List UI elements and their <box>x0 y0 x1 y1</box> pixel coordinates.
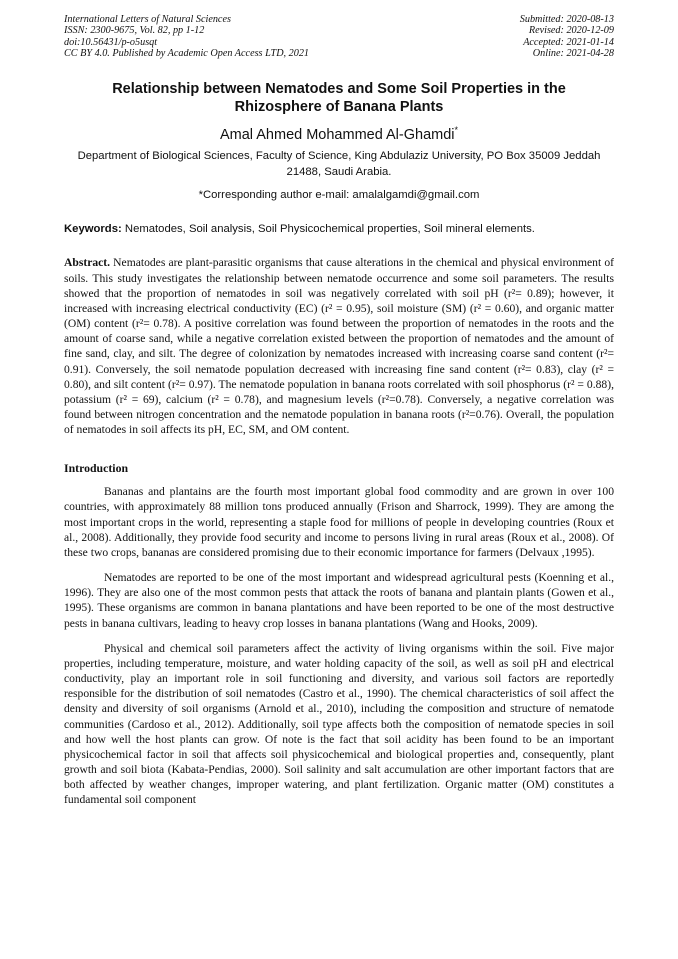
submitted-date: Submitted: 2020-08-13 <box>519 14 614 25</box>
issn-volume: ISSN: 2300-9675, Vol. 82, pp 1-12 <box>64 25 205 37</box>
author-name: Amal Ahmed Mohammed Al-Ghamdi <box>219 126 455 143</box>
license: CC BY 4.0. Published by Academic Open Access LTD, 2021 <box>64 48 310 60</box>
abstract <box>64 255 614 437</box>
abstract-text: Nematodes are plant-parasitic organisms that cause alterations in the chemical and physical environment of soils. This study investigates the relationship between nematode occurrence and some soil parameters. The results showed that the proportion of nematodes in soil was negatively correlated with soil pH (r²= 0.89); however, it increased with increasing electrical conductivity (EC) (r² = 0.95), soil moisture (SM) (r² = 0.60), and organic matter (OM) content (r²= 0.78). A positive correlation was found between the proportion of nematodes in the roots and the amount of coarse sand, while a negative correlation existed between the proportion of nematodes and the amount of fine sand, clay, and silt. The degree of colonization by nematodes increased with increasing coarse sand content (r²= 0.91). Conversely, the soil nematode population decreased with increasing fine sand content (r²= 0.83), clay (r² = 0.80), and silt content (r²= 0.97). The nematode population in banana roots correlated with soil phosphorus (r² = 0.88), potassium (r² = 69), calcium (r² = 0.78), and magnesium levels (r²=0.78). Conversely, a negative correlation was found between nitrogen concentration and the nematode population in banana roots (r²=0.76). Overall, the population of nematodes in soil affects its pH, EC, SM, and OM content. <box>64 256 614 437</box>
journal-info <box>64 14 309 60</box>
accepted-date: Accepted: 2021-01-14 <box>523 36 614 48</box>
online-date: Online: 2021-04-28 <box>532 48 614 60</box>
author-line <box>64 121 614 144</box>
corresponding-author: *Corresponding author e-mail: amalalgamdi@gmail.com <box>198 189 480 202</box>
keywords <box>64 222 614 237</box>
keywords-label: Keywords: <box>64 223 122 236</box>
author-mark: * <box>454 124 459 135</box>
running-header <box>64 14 614 60</box>
intro-paragraph-3: Physical and chemical soil parameters affect the activity of living organisms within the soil. Five major properties, including temperature, moisture, and water holding capacity of the soil, as well as soil pH and electrical conductivity, play an important role in soil functioning and diversity, and various soil factors are reportedly responsible for the distribution of soil nematodes (Castro et al., 1990). The chemical characteristics of soil affect the density and diversity of soil organisms (Arnold et al., 2010), including the composition and structure of nematode communities (Cardoso et al., 2012). Additionally, soil type affects both the composition of nematode species in soil and how well the host plants can grow. Of note is the fact that soil acidity has been found to be an important physicochemical factor in soil that affects soil physicochemical and biological properties and, consequently, plant growth and soil biota (Kabata-Pendias, 2000). Soil salinity and salt accumulation are other important factors that are both affected by weather changes, improper watering, and plant fertilization. Organic matter (OM) constitutes a fundamental soil component <box>64 641 614 807</box>
revised-date: Revised: 2020-12-09 <box>528 25 614 37</box>
intro-paragraph-1: Bananas and plantains are the fourth most important global food commodity and are grown in over 100 countries, with approximately 88 million tons produced annually (Frison and Sharrock, 1999). They are among the most important crops in the world, representing a staple food for millions of people in developing countries (Roux et al., 2008). Additionally, they provide food security and income to persons living in rural areas (Roux et al., 2008). Of these two crops, bananas are considered promising due to their economic importance for farmers (Delvaux ,1995). <box>64 485 614 559</box>
paper-title: Relationship between Nematodes and Some Soil Properties in the Rhizosphere of Banana Plants <box>112 80 566 115</box>
keywords-text: Nematodes, Soil analysis, Soil Physicochemical properties, Soil mineral elements. <box>121 223 535 236</box>
doi: doi:10.56431/p-o5usqt <box>64 36 158 48</box>
abstract-label: Abstract. <box>64 256 111 270</box>
journal-name: International Letters of Natural Sciences <box>64 14 231 25</box>
introduction-heading: Introduction <box>64 461 129 476</box>
intro-paragraph-2: Nematodes are reported to be one of the most important and widespread agricultural pests (Koenning et al., 1996). They are also one of the most common pests that attack the roots of banana and plantain plants (Gowen et al., 1995). These organisms are common in banana plantations and have been reported to be one of the most destructive pests in banana cultivars, leading to heavy crop losses in banana plantations (Wang and Hooks, 2009). <box>64 571 614 630</box>
dates-info <box>520 14 614 60</box>
affiliation: Department of Biological Sciences, Faculty of Science, King Abdulaziz University, PO Box 35009 Jeddah 21488, Saudi Arabia. <box>77 150 601 178</box>
